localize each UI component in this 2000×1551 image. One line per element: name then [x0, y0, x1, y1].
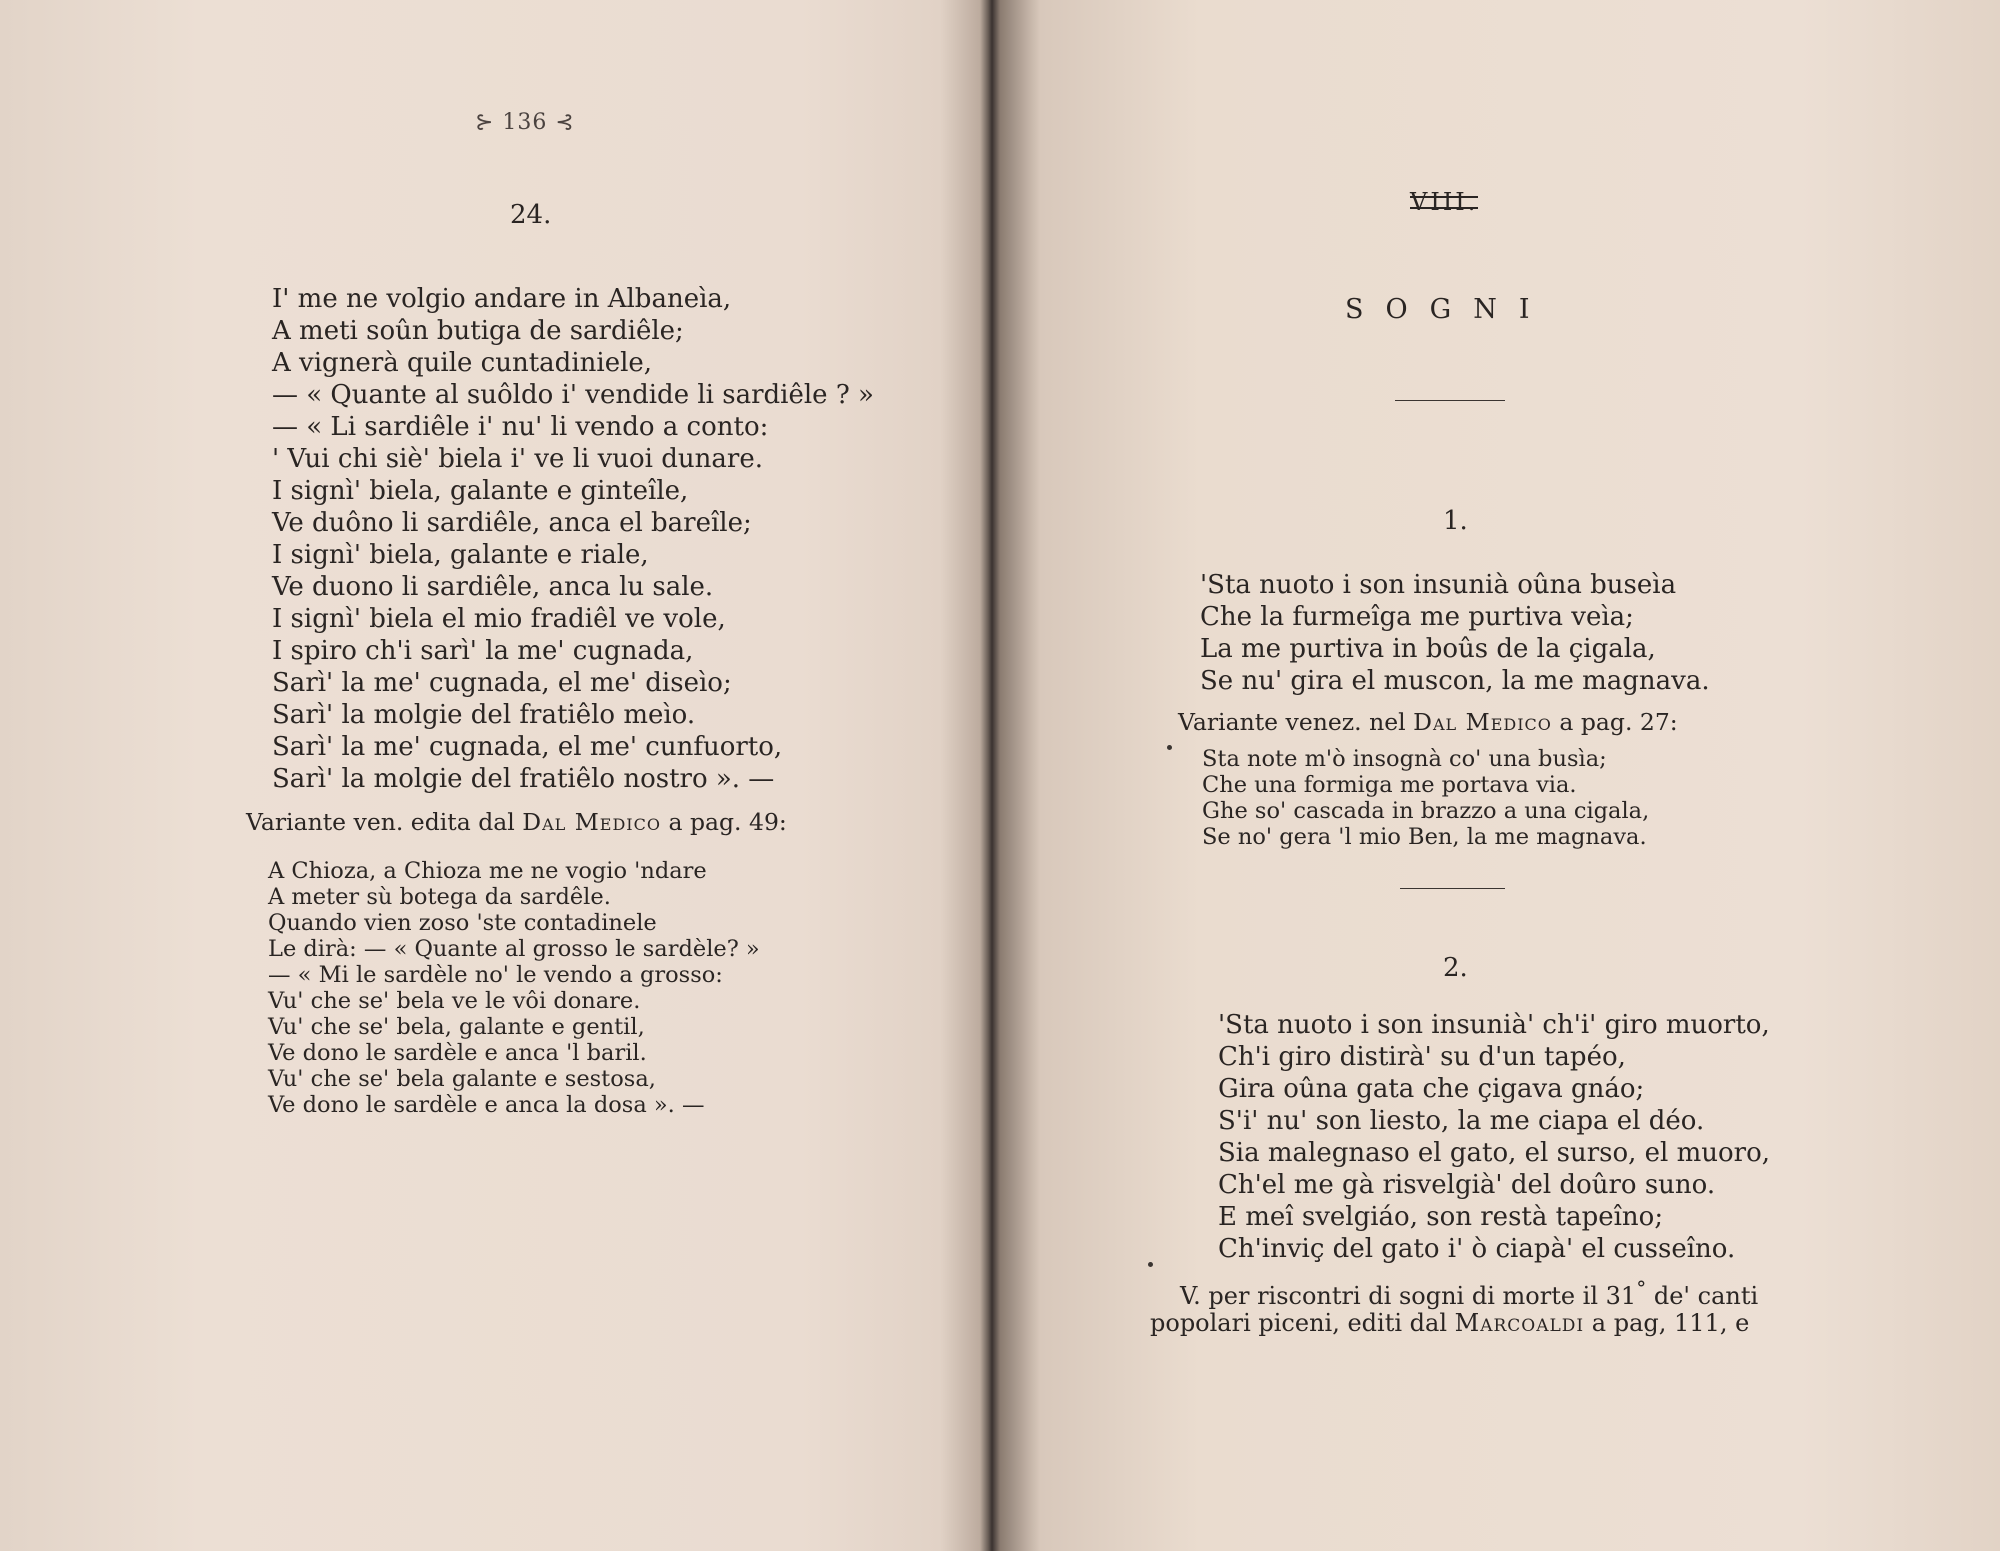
- verse-line: Sarì' la me' cugnada, el me' diseìo;: [272, 668, 732, 698]
- verse-line: 'Sta nuoto i son insunià oûna buseìa: [1200, 570, 1677, 600]
- variant-heading-right: [1178, 708, 1678, 736]
- verse-line: Sarì' la molgie del fratiêlo meìo.: [272, 700, 696, 730]
- variant-line: Ve dono le sardèle e anca la dosa ». —: [268, 1092, 705, 1118]
- poem-24-text: [272, 283, 874, 795]
- ink-speck: [1167, 745, 1172, 750]
- variant-line: Vu' che se' bela, galante e gentil,: [268, 1014, 645, 1040]
- verse-line: I signì' biela, galante e ginteîle,: [272, 476, 689, 506]
- section-rule: [1400, 888, 1505, 889]
- variant-heading-left: [246, 808, 787, 836]
- title-rule: [1395, 400, 1505, 401]
- variant-line: Vu' che se' bela ve le vôi donare.: [268, 988, 641, 1014]
- verse-line: La me purtiva in boûs de la çigala,: [1200, 634, 1656, 664]
- variant-line: Che una formiga me portava via.: [1202, 772, 1577, 798]
- page-number: ⊱ 136 ⊰: [475, 110, 575, 135]
- variant-line: Le dirà: — « Quante al grosso le sardèle? »: [268, 936, 760, 962]
- verse-line: A vignerà quile cuntadiniele,: [272, 348, 653, 378]
- verse-line: Sarì' la molgie del fratiêlo nostro ». —: [272, 764, 775, 794]
- verse-line: ' Vui chi siè' biela i' ve li vuoi dunare.: [272, 444, 763, 474]
- verse-line: Che la furmeîga me purtiva veìa;: [1200, 602, 1634, 632]
- variant-line: Quando vien zoso 'ste contadinele: [268, 910, 657, 936]
- poem-2-text: [1218, 1009, 1770, 1265]
- variant-line: A Chioza, a Chioza me ne vogio 'ndare: [268, 858, 707, 884]
- variant-author: Dal Medico: [1413, 708, 1552, 736]
- verse-line: I signì' biela el mio fradiêl ve vole,: [272, 604, 726, 634]
- variant-author: Dal Medico: [522, 808, 661, 836]
- verse-line: — « Quante al suôldo i' vendide li sardiêle ? »: [272, 380, 874, 410]
- verse-line: Se nu' gira el muscon, la me magnava.: [1200, 666, 1710, 696]
- footnote-text: V. per riscontri di sogni di morte il 31: [1180, 1282, 1637, 1310]
- poem-number-24: 24.: [510, 200, 552, 230]
- variant-line: Ghe so' cascada in brazzo a una cigala,: [1202, 798, 1650, 824]
- poem-1-text: [1200, 569, 1710, 697]
- verse-line: Sarì' la me' cugnada, el me' cunfuorto,: [272, 732, 783, 762]
- verse-line: Sia malegnaso el gato, el surso, el muoro,: [1218, 1138, 1771, 1168]
- verse-line: Ch'inviç del gato i' ò ciapà' el cusseîno.: [1218, 1234, 1736, 1264]
- variant-line: — « Mi le sardèle no' le vendo a grosso:: [268, 962, 723, 988]
- variant-line: Ve dono le sardèle e anca 'l baril.: [268, 1040, 647, 1066]
- footnote-sup: °: [1636, 1276, 1647, 1300]
- verse-line: S'i' nu' son liesto, la me ciapa el déo.: [1218, 1106, 1705, 1136]
- verse-line: Ve duono li sardiêle, anca lu sale.: [272, 572, 714, 602]
- variant-page: a pag. 49:: [668, 808, 787, 836]
- chapter-number: VIII.: [1410, 188, 1479, 216]
- variant-page: a pag. 27:: [1559, 708, 1678, 736]
- poem-number-2: 2.: [1443, 953, 1468, 983]
- poem-number-1: 1.: [1443, 506, 1468, 536]
- variant-line: Sta note m'ò insognà co' una busìa;: [1202, 746, 1607, 772]
- verse-line: E meî svelgiáo, son restà tapeîno;: [1218, 1202, 1664, 1232]
- ink-speck: [1148, 1262, 1153, 1267]
- verse-line: A meti soûn butiga de sardiêle;: [272, 316, 684, 346]
- footnote-author: Marcoaldi: [1454, 1309, 1585, 1337]
- chapter-title: SOGNI: [1345, 294, 1552, 325]
- verse-line: I signì' biela, galante e riale,: [272, 540, 649, 570]
- verse-line: 'Sta nuoto i son insunià' ch'i' giro muorto,: [1218, 1010, 1770, 1040]
- verse-line: I spiro ch'i sarì' la me' cugnada,: [272, 636, 694, 666]
- variant-verse-right: [1202, 746, 1649, 850]
- footnote-text: de' canti: [1646, 1282, 1759, 1310]
- verse-line: Ch'i giro distirà' su d'un tapéo,: [1218, 1042, 1626, 1072]
- verse-line: Ch'el me gà risvelgià' del doûro suno.: [1218, 1170, 1716, 1200]
- verse-line: Ve duôno li sardiêle, anca el bareîle;: [272, 508, 752, 538]
- verse-line: I' me ne volgio andare in Albaneìa,: [272, 284, 732, 314]
- variant-intro: Variante ven. edita dal: [246, 808, 515, 836]
- footnote-text: popolari piceni, editi dal: [1150, 1309, 1447, 1337]
- footnote-line-2: [1150, 1309, 1749, 1337]
- variant-line: Se no' gera 'l mio Ben, la me magnava.: [1202, 824, 1647, 850]
- variant-line: A meter sù botega da sardêle.: [268, 884, 611, 910]
- variant-verse-left: [268, 858, 760, 1118]
- verse-line: Gira oûna gata che çigava gnáo;: [1218, 1074, 1645, 1104]
- verse-line: — « Li sardiêle i' nu' li vendo a conto:: [272, 412, 769, 442]
- variant-line: Vu' che se' bela galante e sestosa,: [268, 1066, 656, 1092]
- variant-intro: Variante venez. nel: [1178, 708, 1406, 736]
- footnote-text: a pag, 111, e: [1591, 1309, 1750, 1337]
- footnote-line-1: [1180, 1276, 1758, 1310]
